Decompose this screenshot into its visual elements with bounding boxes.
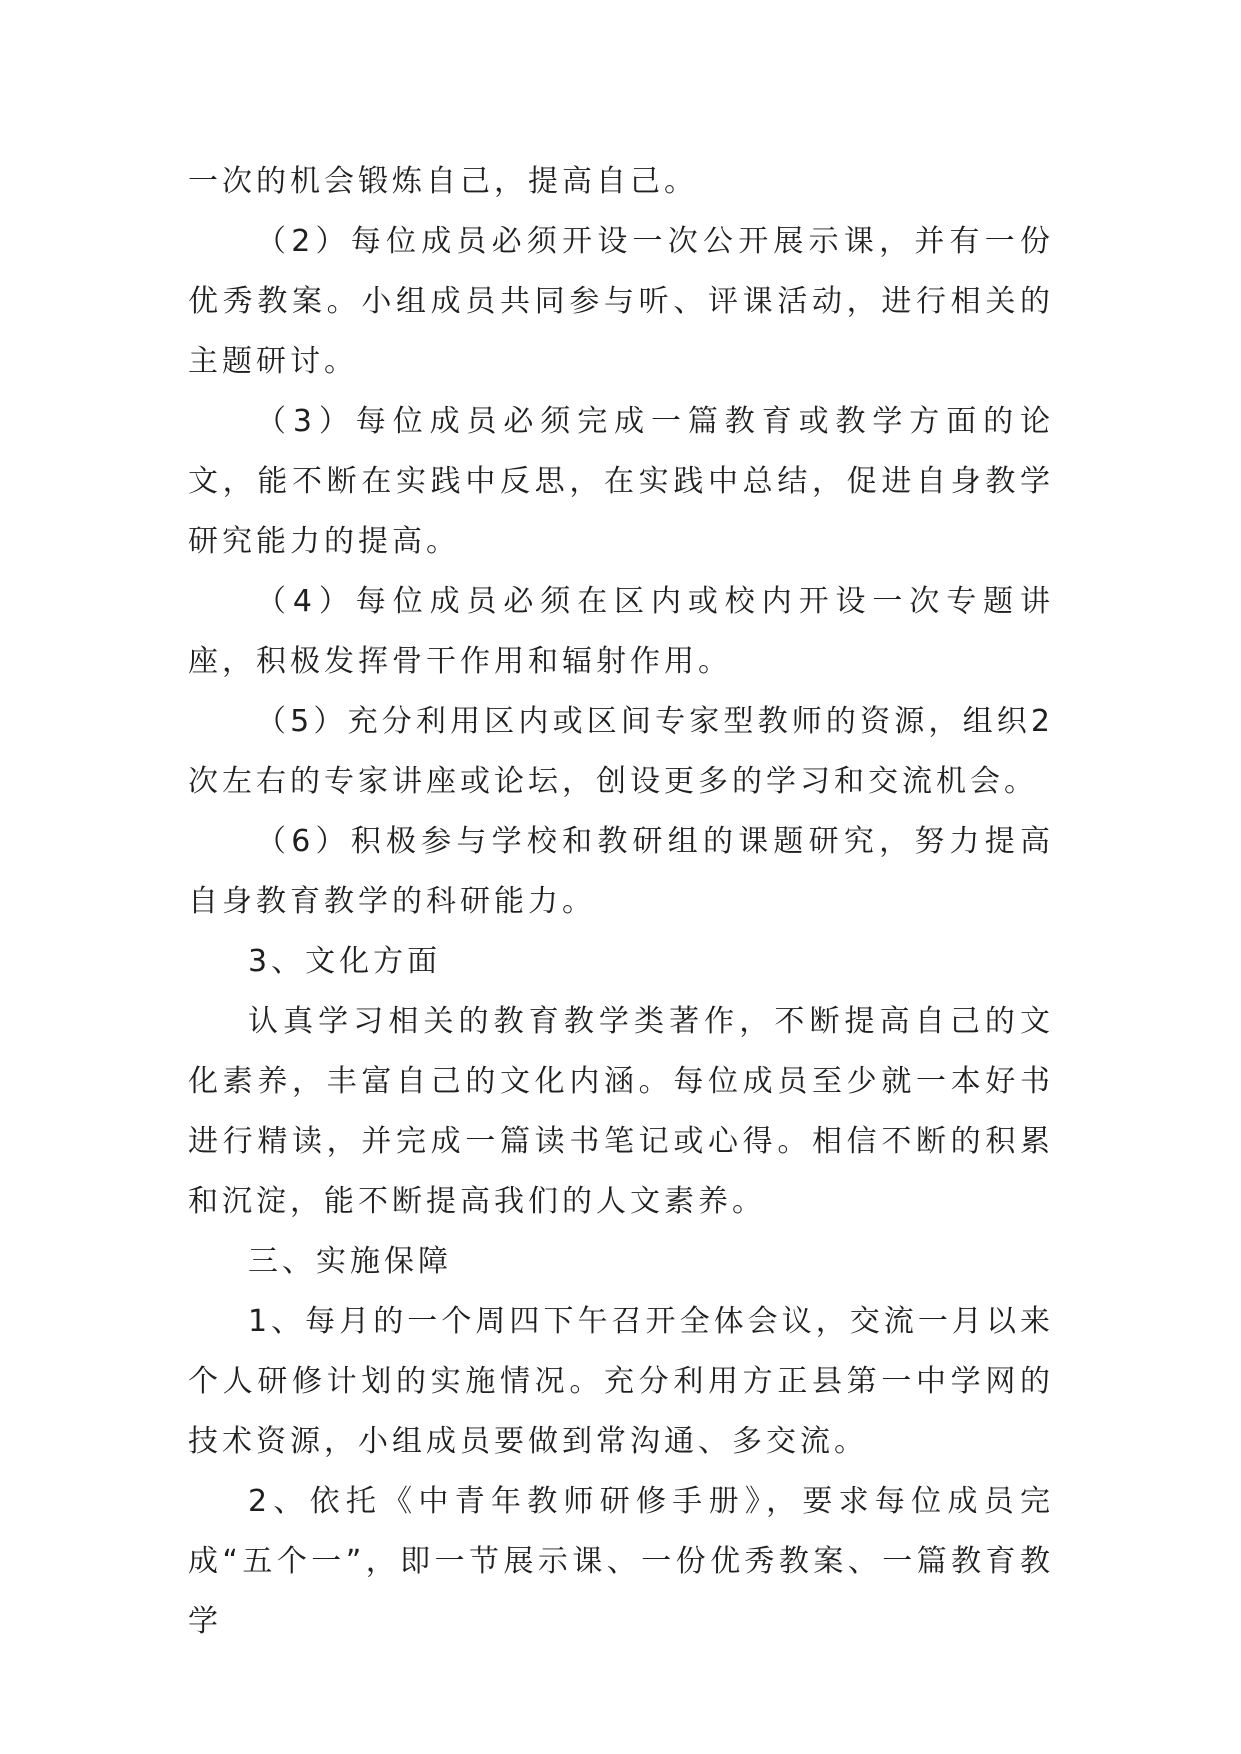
paragraph-culture-body: 认真学习相关的教育教学类著作，不断提高自己的文化素养，丰富自己的文化内涵。每位成员至少就一本好书进行精读，并完成一篇读书笔记或心得。相信不断的积累和沉淀，能不断提高我们的人文素养。 [188, 1004, 1054, 1219]
paragraph-item-4: （4）每位成员必须在区内或校内开设一次专题讲座，积极发挥骨干作用和辐射作用。 [188, 584, 1054, 679]
paragraph-item-3: （3）每位成员必须完成一篇教育或教学方面的论文，能不断在实践中反思，在实践中总结，促进自身教学研究能力的提高。 [188, 404, 1054, 559]
paragraph-guarantee-2: 2、依托《中青年教师研修手册》，要求每位成员完成“五个一”，即一节展示课、一份优秀教案、一篇教育教学 [188, 1484, 1054, 1639]
document-body [188, 152, 1054, 1652]
heading-culture: 3、文化方面 [248, 944, 442, 979]
paragraph-item-6: （6）积极参与学校和教研组的课题研究，努力提高自身教育教学的科研能力。 [188, 824, 1054, 919]
heading-implementation-guarantee: 三、实施保障 [248, 1244, 452, 1279]
paragraph-item-5: （5）充分利用区内或区间专家型教师的资源，组织2次左右的专家讲座或论坛，创设更多的学习和交流机会。 [188, 704, 1054, 799]
paragraph-continuation: 一次的机会锻炼自己，提高自己。 [188, 164, 698, 199]
paragraph-guarantee-1: 1、每月的一个周四下午召开全体会议，交流一月以来个人研修计划的实施情况。充分利用方正县第一中学网的技术资源，小组成员要做到常沟通、多交流。 [188, 1304, 1054, 1459]
paragraph-item-2: （2）每位成员必须开设一次公开展示课，并有一份优秀教案。小组成员共同参与听、评课活动，进行相关的主题研讨。 [188, 224, 1054, 379]
